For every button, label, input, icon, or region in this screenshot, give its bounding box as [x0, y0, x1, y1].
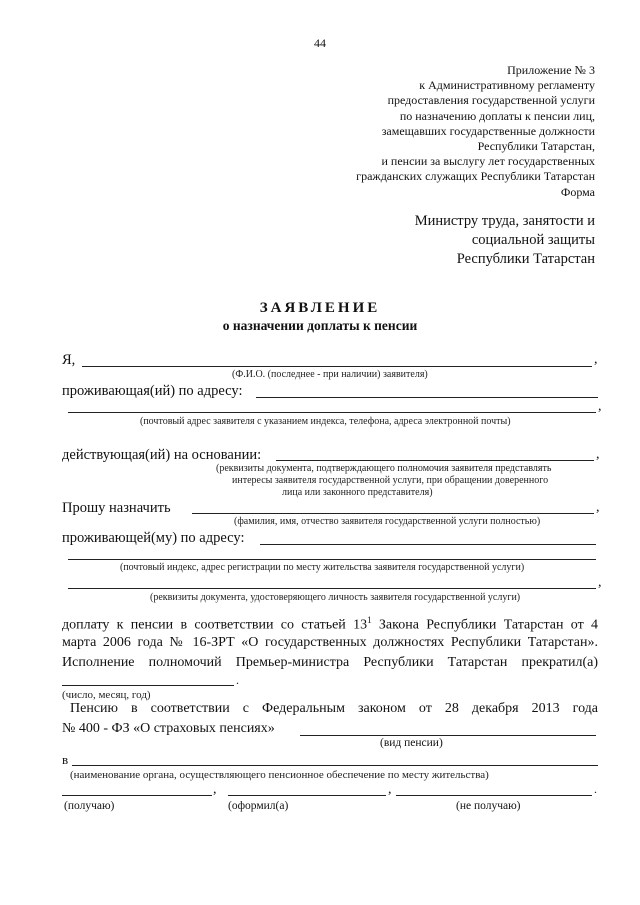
addressee-line: Министру труда, занятости и	[414, 213, 595, 229]
addressee-line: социальной защиты	[471, 232, 595, 248]
pension-type-note: (вид пенсии)	[380, 737, 443, 749]
document-subtitle: о назначении доплаты к пенсии	[222, 318, 418, 333]
date-note: (число, месяц, год)	[62, 689, 151, 701]
appendix-header	[275, 63, 595, 200]
addressee-line: Республики Татарстан	[456, 251, 595, 267]
organ-note: (наименование органа, осуществляющего пенсионное обеспечение по месту жительства)	[70, 769, 489, 781]
period: .	[236, 673, 239, 687]
appendix-line: по назначению доплаты к пенсии лиц,	[399, 108, 595, 123]
residing-label: проживающая(ий) по адресу:	[62, 383, 243, 399]
appendix-line: замещавших государственные должности	[381, 123, 595, 138]
organ-input-line[interactable]	[72, 765, 598, 766]
formalized-label: (оформил(а)	[228, 800, 289, 812]
registration-input-line[interactable]	[68, 559, 596, 560]
address-input-line-2[interactable]	[68, 412, 596, 413]
receive-input-line[interactable]	[62, 795, 212, 796]
acting-label: действующая(ий) на основании:	[62, 447, 262, 463]
identity-input-line[interactable]	[68, 588, 596, 589]
address-input-line[interactable]	[256, 397, 598, 398]
postal-address-note: (почтовый адрес заявителя с указанием индекса, телефона, адреса электронной почты)	[140, 416, 511, 427]
not-receive-input-line[interactable]	[396, 795, 592, 796]
fullname-input-line[interactable]	[192, 513, 594, 514]
paragraph-line: марта 2006 года № 16-ЗРТ «О государственных должностях Республики Татарстан».	[62, 635, 598, 650]
fullname-note: (фамилия, имя, отчество заявителя государственной услуги полностью)	[234, 516, 541, 527]
ya-label: Я,	[62, 352, 76, 368]
appendix-line: гражданских служащих Республики Татарстан	[356, 169, 595, 184]
comma: ,	[213, 782, 217, 797]
not-receive-label: (не получаю)	[456, 800, 521, 812]
paragraph-line: № 400 - ФЗ «О страховых пенсиях»	[62, 721, 275, 736]
comma: ,	[596, 447, 600, 462]
appendix-line: и пенсии за выслугу лет государственных	[381, 154, 595, 169]
appendix-line: Приложение № 3	[507, 63, 595, 77]
appendix-line: Республики Татарстан,	[477, 139, 595, 154]
fio-note: (Ф.И.О. (последнее - при наличии) заявителя)	[232, 369, 428, 380]
page-number: 44	[314, 36, 326, 50]
residing2-label: проживающей(му) по адресу:	[62, 530, 245, 546]
basis-note-3: лица или законного представителя)	[282, 487, 433, 498]
in-label: в	[62, 752, 69, 767]
basis-note-2: интересы заявителя государственной услуги, при обращении доверенного	[232, 475, 549, 486]
comma: ,	[594, 352, 598, 367]
form-label: Форма	[560, 184, 595, 199]
comma: ,	[598, 575, 602, 590]
identity-note: (реквизиты документа, удостоверяющего личность заявителя государственной услуги)	[150, 592, 521, 603]
document-title: ЗАЯВЛЕНИЕ	[259, 300, 381, 316]
comma: ,	[598, 399, 602, 414]
paragraph-line: Исполнение полномочий Премьер-министра Республики Татарстан прекратил(а)	[62, 655, 598, 670]
paragraph-line: Пенсию в соответствии с Федеральным законом от 28 декабря 2013 года	[70, 701, 598, 716]
registration-note: (почтовый индекс, адрес регистрации по месту жительства заявителя государственной услуги)	[120, 562, 525, 573]
comma: ,	[596, 500, 600, 515]
comma: ,	[388, 782, 392, 797]
period: .	[594, 782, 597, 796]
receive-label: (получаю)	[64, 800, 115, 812]
addressee-block	[275, 212, 595, 269]
assign-label: Прошу назначить	[62, 500, 171, 516]
appendix-line: предоставления государственной услуги	[387, 93, 595, 108]
basis-note-1: (реквизиты документа, подтверждающего полномочия заявителя представлять	[216, 463, 552, 474]
pension-type-input-line[interactable]	[300, 735, 596, 736]
appendix-line: к Административному регламенту	[419, 78, 595, 93]
address2-input-line[interactable]	[260, 544, 596, 545]
date-input-line[interactable]	[62, 685, 234, 686]
paragraph-line: доплату к пенсии в соответствии со статьей $13^1$ Закона Республики Татарстан от 4	[62, 615, 598, 633]
basis-input-line[interactable]	[276, 460, 594, 461]
formalized-input-line[interactable]	[228, 795, 386, 796]
fio-input-line[interactable]	[82, 366, 592, 367]
